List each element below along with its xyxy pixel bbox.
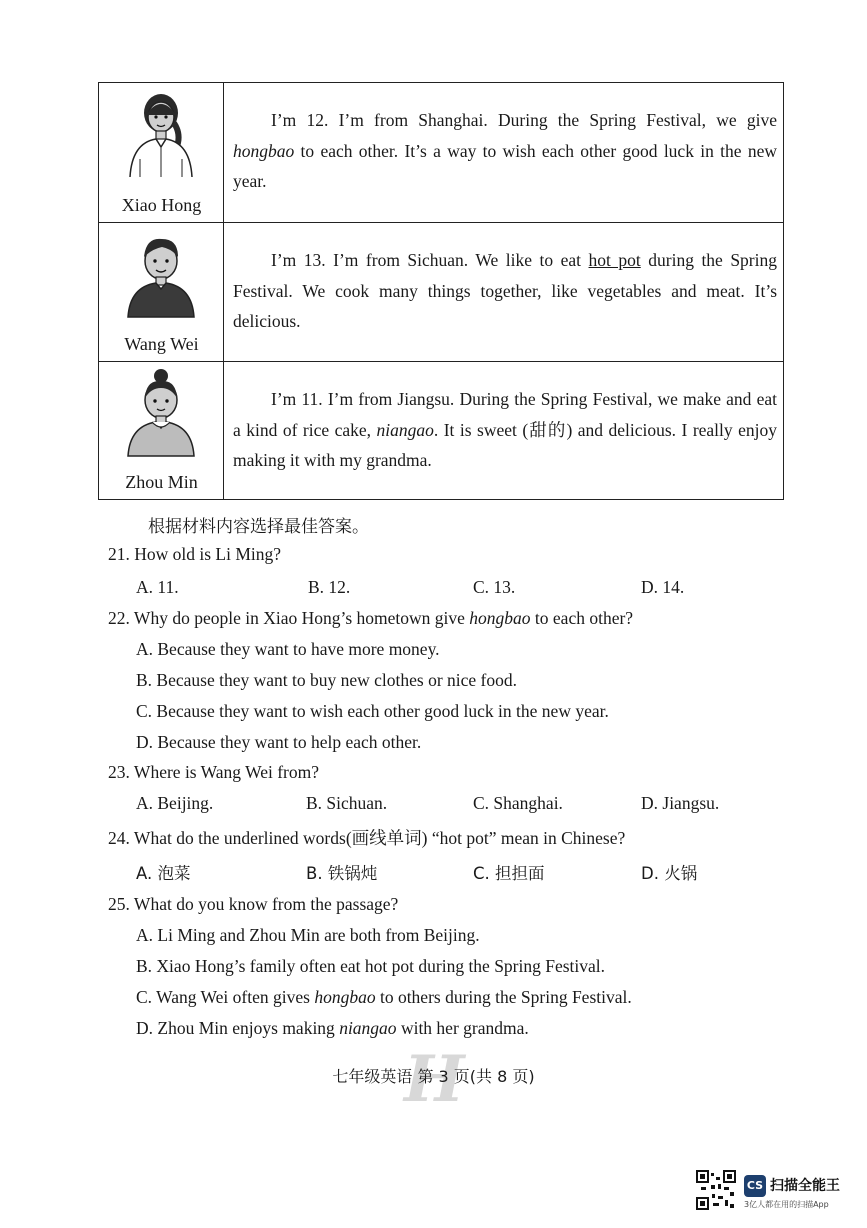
option: C. 担担面: [473, 864, 545, 883]
student-text: I’m 11. I’m from Jiangsu. During the Spring Festival, we make and eat a kind of rice cake, niangao. It is sweet (甜的) and delicious. I really enjoy making it with my grandma.: [233, 389, 778, 470]
option: A. 泡菜: [136, 864, 191, 883]
table-row: [99, 223, 783, 362]
option: D. Jiangsu.: [641, 793, 720, 813]
option: B. Xiao Hong’s family often eat hot pot during the Spring Festival.: [136, 956, 606, 976]
watermark: H: [404, 1042, 465, 1117]
scanner-name: 扫描全能王: [770, 1178, 840, 1194]
question-24: 24. What do the underlined words(画线单词) “hot pot” mean in Chinese?: [108, 828, 626, 848]
portrait-cell: [99, 223, 224, 361]
option: A. 11.: [136, 577, 179, 597]
student-name: Xiao Hong: [121, 195, 202, 215]
option: D. Because they want to help each other.: [136, 732, 422, 752]
option: B. 12.: [308, 577, 351, 597]
reading-table: [98, 82, 784, 500]
question-23: 23. Where is Wang Wei from?: [108, 762, 320, 782]
student-text: I’m 13. I’m from Sichuan. We like to eat hot pot during the Spring Festival. We cook many things together, like vegetables and meat. It’s delicious.: [233, 250, 777, 331]
option: B. Because they want to buy new clothes or nice food.: [136, 670, 518, 690]
table-row: [99, 362, 783, 499]
girl-portrait-icon: [116, 87, 206, 179]
qr-code-icon: [696, 1170, 736, 1210]
option: A. Because they want to have more money.: [136, 639, 440, 659]
option: C. Wang Wei often gives hongbao to others during the Spring Festival.: [136, 987, 632, 1007]
portrait-cell: [99, 362, 224, 499]
option: A. Beijing.: [136, 793, 214, 813]
table-row: [99, 83, 783, 223]
option: B. Sichuan.: [306, 793, 388, 813]
student-name: Zhou Min: [125, 472, 198, 492]
question-21: 21. How old is Li Ming?: [108, 544, 282, 564]
girl-bun-portrait-icon: [116, 366, 206, 458]
question-22: 22. Why do people in Xiao Hong’s hometown give hongbao to each other?: [108, 608, 634, 628]
option: D. Zhou Min enjoys making niangao with her grandma.: [136, 1018, 529, 1038]
option: C. Shanghai.: [473, 793, 563, 813]
option: A. Li Ming and Zhou Min are both from Beijing.: [136, 925, 480, 945]
page-footer: 七年级英语 第 3 页(共 8 页): [332, 1067, 535, 1086]
boy-portrait-icon: [116, 227, 206, 319]
hot-pot-underlined: hot pot: [588, 250, 641, 270]
option: B. 铁锅炖: [306, 864, 378, 883]
option: C. Because they want to wish each other good luck in the new year.: [136, 701, 609, 721]
student-text: I’m 12. I’m from Shanghai. During the Spring Festival, we give hongbao to each other. It’s a way to wish each other good luck in the new year.: [233, 110, 777, 191]
portrait-cell: [99, 83, 224, 222]
option: D. 14.: [641, 577, 685, 597]
scanner-tagline: 3亿人都在用的扫描App: [744, 1200, 829, 1209]
instruction: 根据材料内容选择最佳答案。: [148, 517, 369, 537]
scanner-logo: CS: [744, 1175, 766, 1197]
student-name: Wang Wei: [124, 334, 199, 354]
option: C. 13.: [473, 577, 516, 597]
question-25: 25. What do you know from the passage?: [108, 894, 399, 914]
option: D. 火锅: [641, 864, 698, 883]
